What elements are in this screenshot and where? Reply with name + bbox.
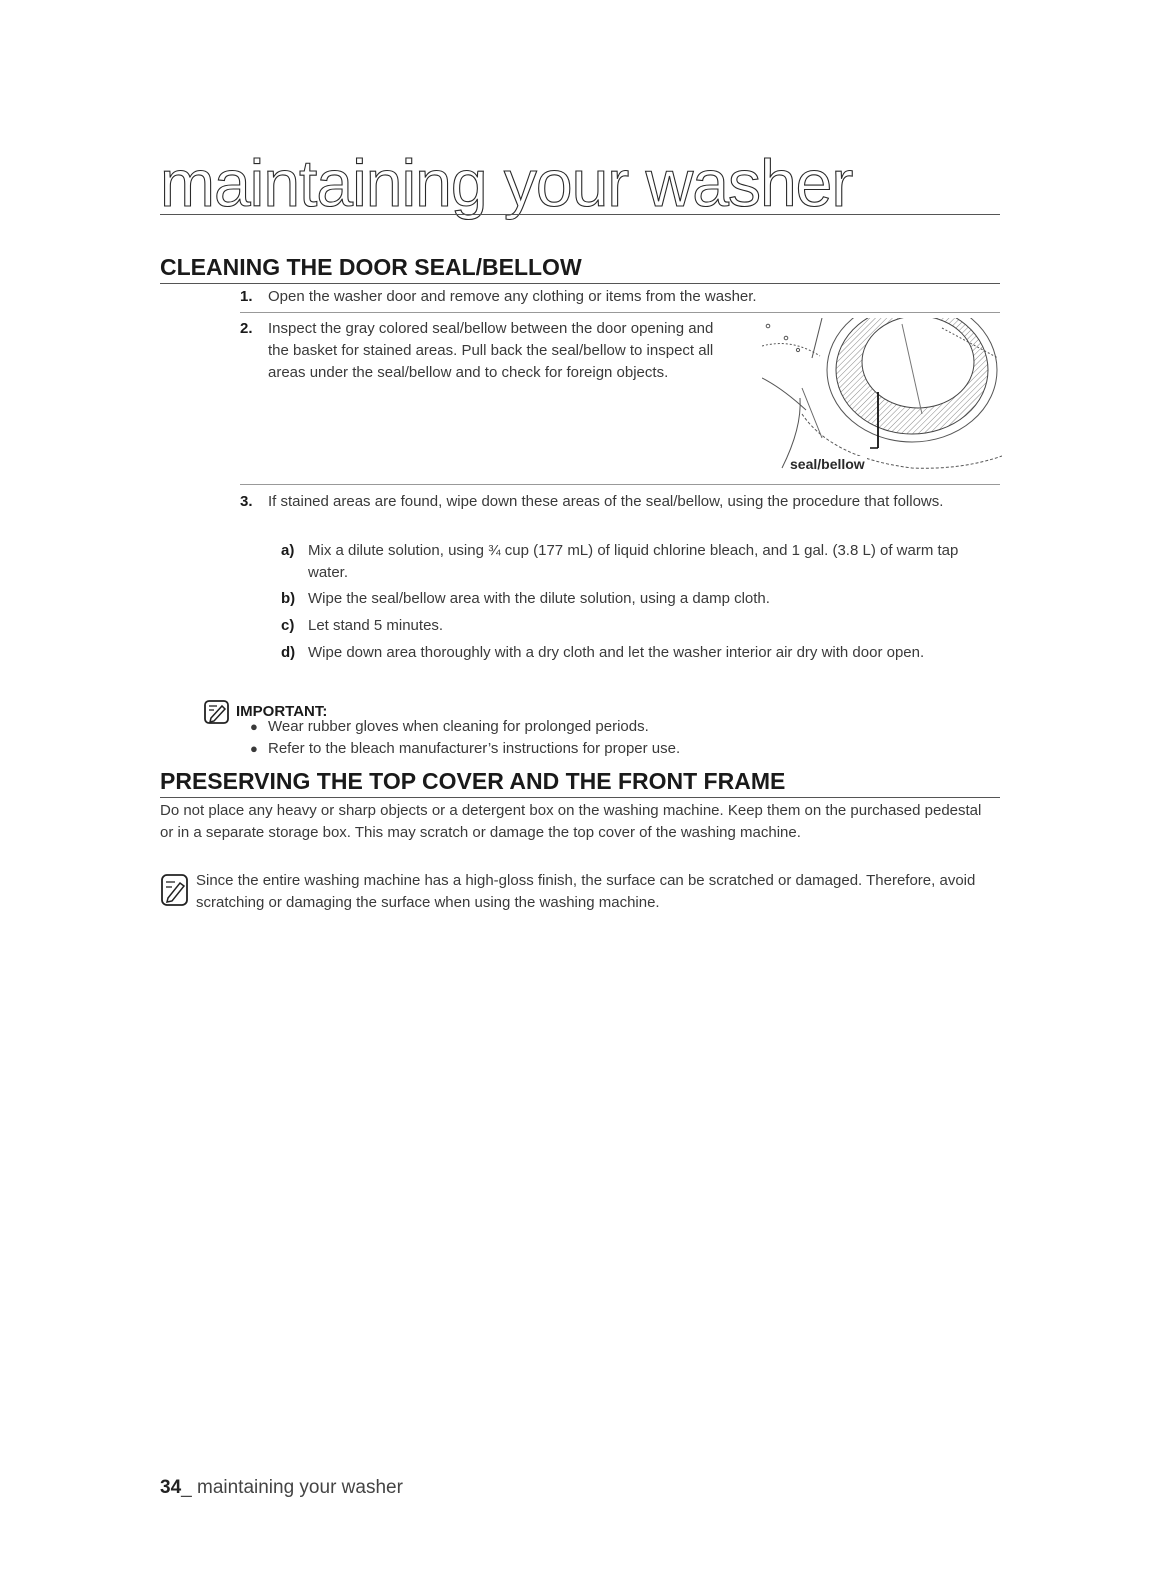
page-title: maintaining your washer — [160, 146, 853, 220]
substep-text-b: Wipe the seal/bellow area with the dilute solution, using a damp cloth. — [308, 590, 770, 607]
important-item-2: Refer to the bleach manufacturer’s instructions for proper use. — [268, 740, 681, 757]
substep-label-a: a) — [281, 542, 295, 559]
substep-label-d: d) — [281, 644, 296, 661]
section2-body: Do not place any heavy or sharp objects or a detergent box on the washing machine. Keep them on the purchased pedestal or in a separate storage box. This may scratch or damage the top cover of the washing machine. — [160, 802, 982, 841]
title-divider — [160, 214, 1000, 215]
footer-text: _ maintaining your washer — [181, 1477, 403, 1498]
note-pencil-icon — [160, 872, 190, 908]
page-number: 34 — [160, 1477, 182, 1498]
substep-label-b: b) — [281, 590, 296, 607]
step-text-3: If stained areas are found, wipe down these areas of the seal/bellow, using the procedure that follows. — [268, 493, 944, 510]
step-divider — [240, 484, 1000, 485]
substep-text-a: Mix a dilute solution, using ¾ cup (177 mL) of liquid chlorine bleach, and 1 gal. (3.8 L) of warm tap water. — [308, 542, 959, 581]
step-number-2: 2. — [240, 320, 253, 337]
substep-label-c: c) — [281, 617, 295, 634]
step-number-3: 3. — [240, 493, 253, 510]
diagram-label-seal-bellow: seal/bellow — [790, 456, 865, 472]
substep-text-c: Let stand 5 minutes. — [308, 617, 444, 634]
substep-text-d: Wipe down area thoroughly with a dry cloth and let the washer interior air dry with door open. — [308, 644, 925, 661]
step-text-1: Open the washer door and remove any clothing or items from the washer. — [268, 288, 757, 305]
note-pencil-icon — [203, 698, 231, 726]
seal-bellow-diagram — [762, 318, 1002, 476]
step-text-2: Inspect the gray colored seal/bellow between the door opening and the basket for stained areas. Pull back the seal/bellow to inspect all areas under the seal/bellow and to check for foreign objects. — [268, 320, 714, 381]
important-label: IMPORTANT: — [236, 703, 328, 720]
step-number-1: 1. — [240, 288, 253, 305]
step-divider — [240, 312, 1000, 313]
page-footer — [160, 1477, 403, 1499]
section2-note: Since the entire washing machine has a high-gloss finish, the surface can be scratched or damaged. Therefore, avoid scratching or damaging the surface when using the washing machine. — [196, 872, 976, 911]
bullet-icon: ● — [250, 741, 258, 756]
section-heading-top-cover: PRESERVING THE TOP COVER AND THE FRONT FRAME — [160, 768, 1000, 798]
section-heading-door-seal: CLEANING THE DOOR SEAL/BELLOW — [160, 254, 1000, 284]
bullet-icon: ● — [250, 719, 258, 734]
important-item-1: Wear rubber gloves when cleaning for prolonged periods. — [268, 718, 649, 735]
